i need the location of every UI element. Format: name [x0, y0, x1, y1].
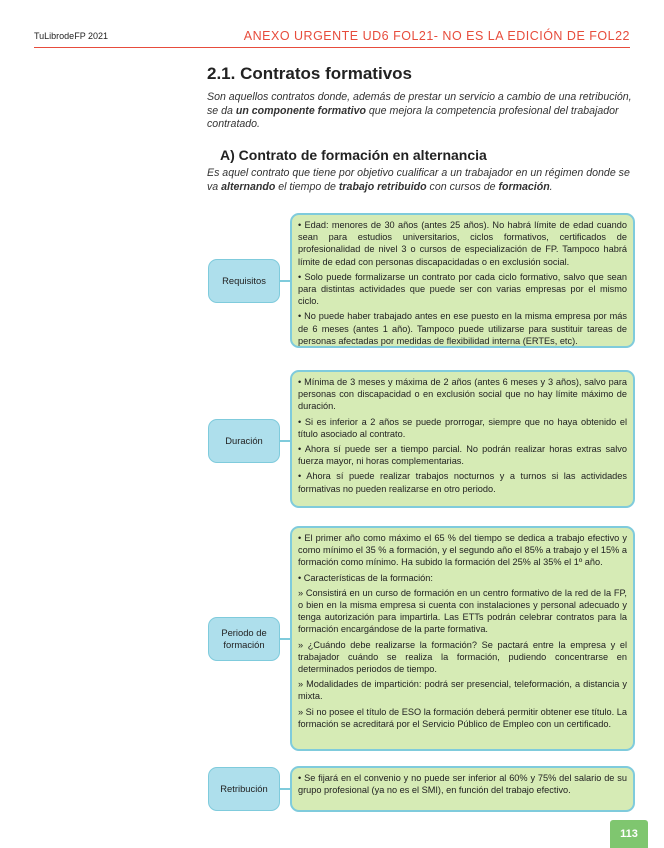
duracion-connector [280, 440, 290, 442]
header-title: ANEXO URGENTE UD6 FOL21- NO ES LA EDICIÓN DE FOL22 [243, 29, 630, 43]
header-divider [34, 47, 630, 48]
requisitos-item: • No puede haber trabajado antes en ese puesto en la misma empresa por más de 6 meses (antes 1 año). Tampoco puede utilizarse para sustituir tareas de personas afectadas por medidas de flexibilidad interna (ERTEs, etc). [298, 311, 627, 346]
periodo-item: • Características de la formación: [298, 572, 433, 583]
sub-text-4: . [549, 180, 553, 193]
duracion-item: • Ahora sí puede realizar trabajos nocturnos y a turnos si las actividades formativas no pueden realizarse en otro periodo. [298, 471, 627, 494]
header-publisher: TuLibrodeFP 2021 [34, 31, 109, 41]
section-intro [207, 91, 635, 132]
duracion-item: • Si es inferior a 2 años se puede prorrogar, siempre que no haya obtenido el título asociado al contrato. [298, 416, 627, 439]
section-title: 2.1. Contratos formativos [207, 64, 412, 83]
sub-bold-1: alternando [221, 180, 276, 193]
requisitos-connector [280, 280, 290, 282]
sub-bold-3: formación [498, 180, 550, 193]
duracion-item: • Ahora sí puede ser a tiempo parcial. No podrán realizar horas extras salvo fuerza mayor, ni horas complementarias. [298, 444, 627, 467]
duracion-label: Duración [208, 419, 280, 463]
duracion-box [290, 370, 635, 508]
requisitos-box [290, 213, 635, 348]
periodo-item: » Consistirá en un curso de formación en un centro formativo de la red de la FP, o bien en la misma empresa si cuenta con instalaciones y personal adecuado y tenga autorización para impartirla. Las ETTs podrán celebrar contratos para la formación encargándose de la parte formativa. [298, 587, 627, 635]
intro-bold: un componente formativo [235, 104, 366, 117]
retribucion-item: • Se fijará en el convenio y no puede ser inferior al 60% y 75% del salario de su grupo profesional (ya no es el SMI), en función del trabajo efectivo. [298, 773, 627, 796]
subsection-intro [207, 167, 637, 194]
intro-text-1: Son aquellos contratos donde, además de prestar un servicio a cambio de una retribución, se da [207, 91, 632, 117]
periodo-box [290, 526, 635, 751]
periodo-item: » Si no posee el título de ESO la formación deberá permitir obtener ese título. La formación se acreditará por el Servicio Público de Empleo con un certificado. [298, 706, 627, 729]
intro-text-2: que mejora la competencia profesional del trabajador contratado. [207, 104, 619, 130]
periodo-item: » Modalidades de impartición: podrá ser presencial, teleformación, a distancia y mixta. [298, 679, 627, 702]
retribucion-connector [280, 788, 290, 790]
sub-text-2: el tiempo de [275, 180, 339, 193]
periodo-item: » ¿Cuándo debe realizarse la formación? Se pactará entre la empresa y el trabajador cuándo se realiza la formación, pudiendo concentrarse en determinados periodos de tiempo. [298, 639, 627, 675]
periodo-label: Periodo de formación [208, 617, 280, 661]
retribucion-box [290, 766, 635, 812]
requisitos-item: • Solo puede formalizarse un contrato por cada ciclo formativo, salvo que sean para distintas actividades que puede ser con varias empresas por el mismo ciclo. [298, 271, 627, 307]
requisitos-item: • Edad: menores de 30 años (antes 25 años). No habrá límite de edad cuando sean para estudios universitarios, ciclos formativos, certificados de profesionalidad de nivel 3 o cursos de especialización de FP. Tampoco habrá límite de edad con personas discapacidadas o en exclusión social. [298, 220, 627, 267]
retribucion-label: Retribución [208, 767, 280, 811]
sub-text-3: con cursos de [426, 180, 499, 193]
periodo-connector [280, 638, 290, 640]
sub-bold-2: trabajo retribuido [338, 180, 427, 193]
page-number: 113 [610, 820, 648, 848]
sub-text-1: Es aquel contrato que tiene por objetivo cualificar a un trabajador en un régimen donde se va [207, 167, 630, 193]
subsection-title: A) Contrato de formación en alternancia [220, 147, 487, 163]
periodo-item: • El primer año como máximo el 65 % del tiempo se dedica a trabajo efectivo y como mínimo el 35 % a formación, y el segundo año el 85% a trabajo y el 15% a formación como mínimo. Ha subido la formación del 25% al 35% el 1º año. [298, 533, 627, 568]
duracion-item: • Mínima de 3 meses y máxima de 2 años (antes 6 meses y 3 años), salvo para personas con discapacidad o en exclusión social que no hay límite máximo de duración. [298, 377, 627, 412]
requisitos-label: Requisitos [208, 259, 280, 303]
